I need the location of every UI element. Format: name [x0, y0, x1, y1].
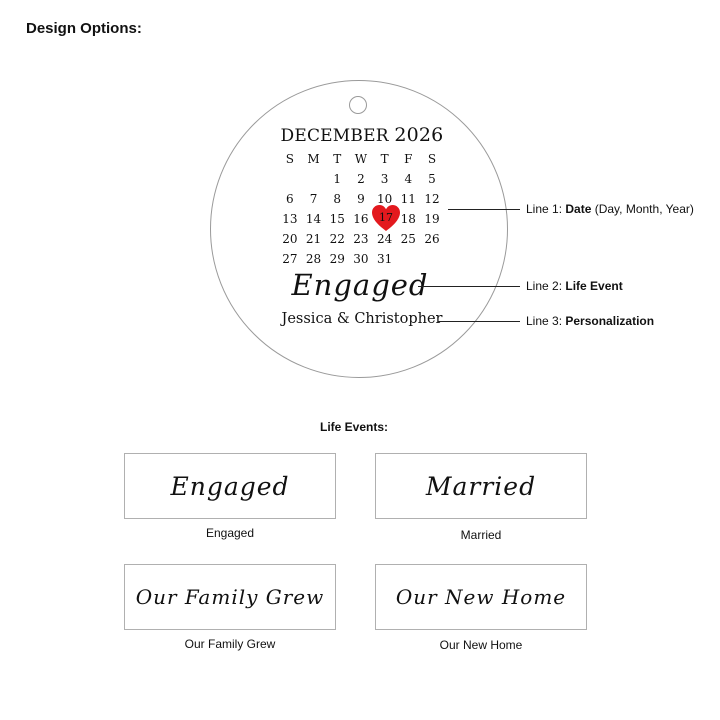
- week-row: [278, 229, 444, 249]
- day-cell: 8: [333, 192, 342, 206]
- day-cell: 3: [380, 172, 389, 186]
- day-cell: 27: [282, 252, 298, 266]
- day-cell: 11: [400, 192, 416, 206]
- day-cell: 2: [357, 172, 365, 186]
- day-cell: 21: [305, 232, 322, 246]
- day-cell: 29: [329, 252, 345, 266]
- day-cell: 30: [353, 252, 369, 266]
- personalization-names: Jessica & Christopher: [281, 311, 443, 327]
- callout-line-2-bold: Life Event: [565, 279, 623, 293]
- weekday-label: T: [380, 152, 389, 166]
- day-cell: 28: [305, 252, 322, 266]
- page-heading: Design Options:: [26, 20, 142, 37]
- life-event-option-our-family-grew[interactable]: [124, 564, 336, 630]
- life-event-caption: Married: [460, 528, 502, 542]
- callout-line-1-bold: Date: [565, 202, 592, 216]
- calendar-month-year: [262, 124, 462, 146]
- life-event-script-text: Married: [425, 471, 537, 501]
- day-cell: 19: [424, 212, 440, 226]
- week-row: [278, 249, 444, 269]
- day-cell: 9: [357, 192, 365, 206]
- day-cell: 24: [376, 232, 393, 246]
- calendar-grid: [278, 149, 444, 269]
- weekday-label: S: [285, 152, 294, 166]
- day-cell: 20: [282, 232, 298, 246]
- week-row: [278, 169, 444, 189]
- day-cell: 14: [305, 212, 322, 226]
- day-cell: 25: [400, 232, 416, 246]
- callout-leader-line-2: [418, 286, 520, 287]
- callout-line-3: [526, 314, 654, 328]
- calendar-month: DECEMBER: [280, 126, 389, 146]
- day-cell: 5: [428, 172, 436, 186]
- weekday-label: S: [427, 152, 437, 166]
- day-cell: 7: [309, 192, 318, 206]
- callout-line-3-bold: Personalization: [565, 314, 655, 328]
- day-cell: 13: [282, 212, 298, 226]
- callout-line-3-prefix: Line 3:: [526, 314, 566, 328]
- ornament-hanging-hole: [349, 96, 367, 114]
- day-cell: 22: [329, 232, 345, 246]
- day-cell: 12: [424, 192, 440, 206]
- life-event-option-our-new-home[interactable]: [375, 564, 587, 630]
- callout-line-1-suffix: (Day, Month, Year): [591, 202, 694, 216]
- life-event-script-text: Engaged: [170, 471, 290, 501]
- day-cell: 15: [329, 212, 345, 226]
- life-event-caption: Engaged: [205, 526, 255, 540]
- day-cell: 26: [424, 232, 440, 246]
- weekday-label: T: [333, 152, 342, 166]
- life-event-caption: Our Family Grew: [184, 637, 276, 651]
- callout-line-2: [526, 279, 623, 293]
- day-cell: 16: [353, 212, 369, 226]
- life-events-title: Life Events:: [320, 420, 389, 434]
- life-event-script-text: Our New Home: [395, 585, 567, 609]
- life-event-script: Engaged: [291, 268, 429, 302]
- day-cell: 10: [376, 192, 393, 206]
- life-event-script-text: Our Family Grew: [135, 585, 325, 609]
- weekday-label: F: [404, 152, 413, 166]
- callout-line-1-prefix: Line 1:: [526, 202, 566, 216]
- life-event-option-married[interactable]: [375, 453, 587, 519]
- weekday-row: [278, 149, 444, 169]
- week-row: [278, 189, 444, 209]
- day-cell: 6: [286, 192, 294, 206]
- callout-leader-line-3: [438, 321, 520, 322]
- life-event-caption: Our New Home: [439, 638, 523, 652]
- week-row: [278, 209, 444, 229]
- weekday-label: W: [354, 152, 368, 166]
- day-cell: 1: [333, 172, 342, 186]
- weekday-label: M: [307, 152, 320, 166]
- calendar-year: 2026: [394, 124, 444, 146]
- day-cell: 31: [376, 252, 393, 266]
- callout-leader-line-1: [448, 209, 520, 210]
- day-cell: 18: [400, 212, 416, 226]
- life-event-option-engaged[interactable]: [124, 453, 336, 519]
- callout-line-1: [526, 202, 694, 216]
- day-cell: 4: [404, 172, 413, 186]
- day-cell: 23: [353, 232, 369, 246]
- highlighted-day: 17: [379, 211, 393, 224]
- callout-line-2-prefix: Line 2:: [526, 279, 566, 293]
